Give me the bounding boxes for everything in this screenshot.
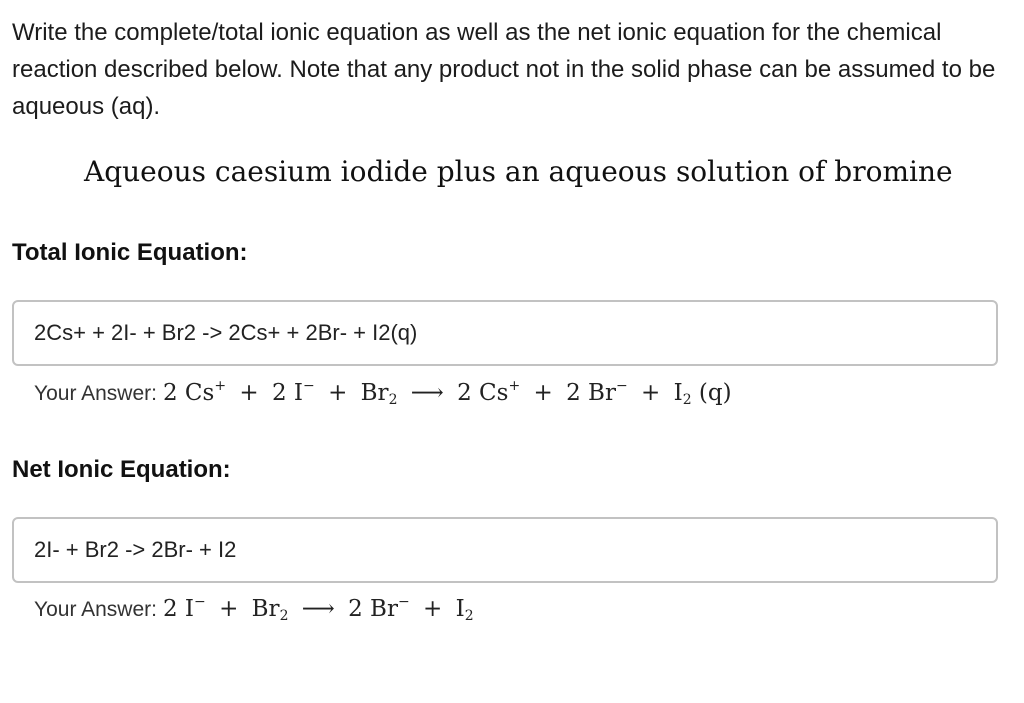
plus-operator: + — [328, 380, 348, 406]
reaction-arrow-icon: ⟶ — [301, 596, 335, 622]
reaction-arrow-icon: ⟶ — [410, 380, 444, 406]
coefficient: 2 — [348, 596, 363, 622]
subscript: 2 — [682, 392, 692, 408]
charge: − — [303, 378, 315, 394]
net-ionic-title: Net Ionic Equation: — [12, 456, 231, 483]
total-ionic-math — [163, 378, 732, 408]
species-br: Br — [588, 380, 616, 406]
plus-operator: + — [533, 380, 553, 406]
total-ionic-title: Total Ionic Equation: — [12, 239, 248, 266]
plus-operator: + — [239, 380, 259, 406]
coefficient: 2 — [271, 380, 287, 406]
reaction-prompt: Aqueous caesium iodide plus an aqueous solution of bromine — [84, 155, 953, 188]
net-ionic-math — [163, 594, 474, 624]
charge: + — [214, 378, 227, 394]
total-ionic-rendered-answer — [34, 378, 732, 409]
species-i: I — [293, 380, 304, 406]
species-cs: Cs — [184, 380, 215, 406]
coefficient: 2 — [162, 596, 178, 622]
your-answer-label: Your Answer: — [34, 598, 157, 621]
net-ionic-rendered-answer — [34, 594, 474, 625]
species-i: I — [184, 596, 195, 622]
charge: + — [508, 378, 521, 394]
coefficient: 2 — [566, 380, 581, 406]
species-br: Br — [370, 596, 398, 622]
coefficient: 2 — [457, 380, 472, 406]
species-cs: Cs — [479, 380, 509, 406]
total-ionic-input[interactable] — [12, 300, 998, 366]
charge: − — [615, 378, 628, 394]
species-i2: I — [455, 596, 465, 622]
coefficient: 2 — [162, 380, 178, 406]
instructions-text: Write the complete/total ionic equation as well as the net ionic equation for the chemical reaction described below. Note that any product not in the solid phase can be assumed to be aqueous (aq). — [12, 19, 996, 120]
your-answer-label: Your Answer: — [34, 382, 157, 405]
subscript: 2 — [464, 608, 474, 624]
charge: − — [397, 594, 410, 610]
subscript: 2 — [388, 392, 398, 408]
plus-operator: + — [423, 596, 443, 622]
charge: − — [194, 594, 206, 610]
phase-label: (q) — [698, 380, 732, 406]
species-br2: Br — [360, 380, 389, 406]
species-i2: I — [673, 380, 683, 406]
species-br2: Br — [251, 596, 280, 622]
subscript: 2 — [279, 608, 289, 624]
plus-operator: + — [641, 380, 661, 406]
plus-operator: + — [219, 596, 239, 622]
net-ionic-input[interactable] — [12, 517, 998, 583]
